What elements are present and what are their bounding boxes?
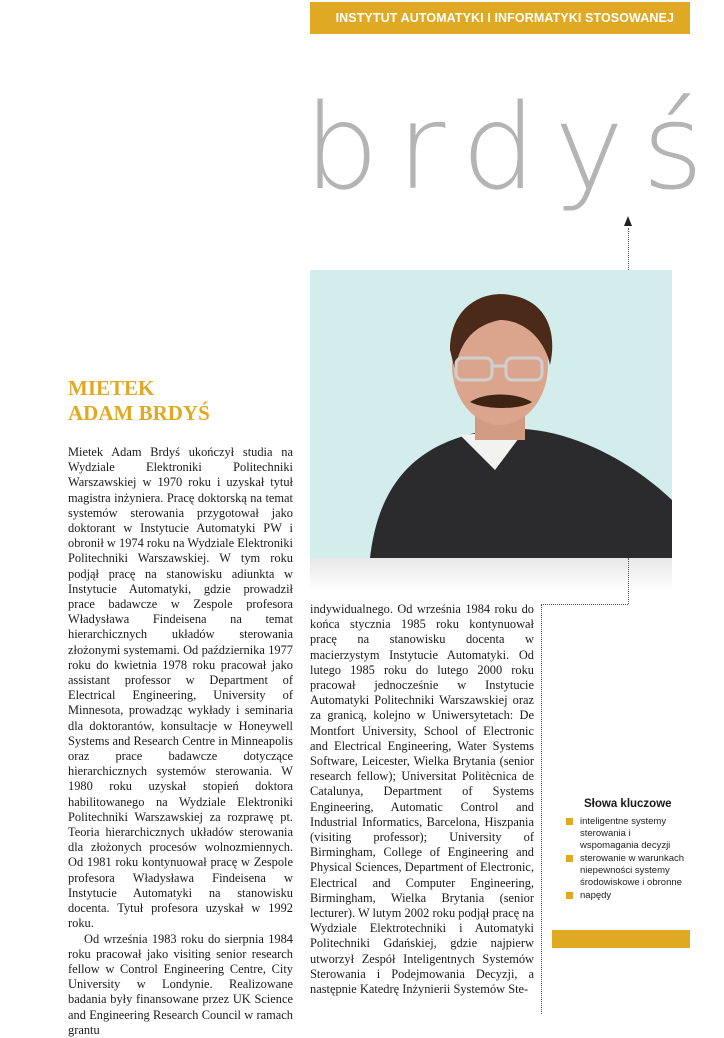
institute-header-bar xyxy=(310,2,690,34)
biography-column-1 xyxy=(68,445,293,1038)
arrow-up-icon xyxy=(624,216,632,226)
paragraph: indywidualnego. Od września 1984 roku do końca stycznia 1985 roku kontynuował pracę na stanowisku docenta w macierzystym Instytucie Automatyki. Od lutego 1985 roku do lutego 2000 roku pracował jednocześnie w Instytucie Automatyki Politechniki Warszawskiej oraz za granicą, kolejno w Uniwersytetach: De Montfort University, School of Electronic and Electrical Engineering, Water Systems Software, Leicester, Wielka Brytania (senior research fellow); Universitat Politècnica de Catalunya, Department of Systems Engineering, Automatic Control and Industrial Informatics, Barcelona, Hiszpania (visiting professor); University of Birmingham, College of Engineering and Physical Sciences, Department of Electronic, Electrical and Computer Engineering, Birmingham, Wielka Brytania (senior lecturer). W lutym 2002 roku podjął pracę na Wydziale Elektrotechniki i Automatyki Politechniki Gdańskiej, gdzie najpierw utworzył Zespół Inteligentnych Systemów Sterowania i Podejmowania Decyzji, a następnie Katedrę Inżynierii Systemów Ste- xyxy=(310,602,534,997)
surname-display: brdyś xyxy=(304,78,722,216)
institute-name: INSTYTUT AUTOMATYKI I INFORMATYKI STOSOWANEJ xyxy=(335,11,674,25)
dotted-connector xyxy=(541,604,542,1014)
keyword-item: sterowanie w warunkach niepewności systemy środowiskowe i obronne xyxy=(566,853,690,889)
accent-bar xyxy=(552,930,690,948)
paragraph: Mietek Adam Brdyś ukończył studia na Wydziale Elektroniki Politechniki Warszawskiej w 1970 roku i uzyskał tytuł magistra inżyniera. Pracę doktorską na temat systemów sterowania przygotował jako doktorant w Instytucie Automatyki PW i obronił w 1974 roku na Wydziale Elektroniki Politechniki Warszawskiej. W tym roku podjął pracę na stanowisku adiunkta w Instytucie Automatyki, gdzie prowadził prace badawcze w Zespole profesora Władysława Findeisena na temat hierarchicznych układów sterowania złożonymi systemami. Od października 1977 roku do kwietnia 1978 roku pracował jako assistant professor w Department of Electrical Engineering, University of Minnesota, prowadząc wykłady i seminaria dla doktorantów, konsultacje w Honeywell Systems and Research Centre in Minneapolis oraz prace badawcze dotyczące hierarchicznych systemów sterowania. W 1980 roku uzyskał stopień doktora habilitowanego na Wydziale Elektroniki Politechniki Warszawskiej za rozprawę pt. Teoria hierarchicznych układów sterowania dla złożonych procesów wolnozmiennych. Od 1981 roku kontynuował pracę w Zespole profesora Władysława Findeisena w Instytucie Automatyki na stanowisku docenta. Tytuł profesora uzyskał w 1992 roku. xyxy=(68,445,293,931)
keywords-title: Słowa kluczowe xyxy=(584,798,672,810)
keyword-item: inteligentne systemy sterowania i wspomagania decyzji xyxy=(566,816,690,852)
dotted-connector xyxy=(628,558,629,604)
paragraph: Od września 1983 roku do sierpnia 1984 roku pracował jako visiting senior research fellow w Control Engineering Centre, City University w Londynie. Realizowane badania były finansowane przez UK Science and Engineering Research Council w ramach grantu xyxy=(68,931,293,1037)
dotted-connector xyxy=(628,228,629,270)
keywords-list xyxy=(566,816,690,903)
dotted-connector xyxy=(541,604,628,605)
portrait-illustration xyxy=(310,270,672,558)
portrait-photo xyxy=(310,270,672,558)
title-line-2: ADAM BRDYŚ xyxy=(68,401,210,425)
person-name-title xyxy=(68,376,210,426)
photo-shadow xyxy=(310,558,672,592)
biography-column-2 xyxy=(310,602,534,997)
title-line-1: MIETEK xyxy=(68,376,155,400)
keyword-item: napędy xyxy=(566,890,690,902)
